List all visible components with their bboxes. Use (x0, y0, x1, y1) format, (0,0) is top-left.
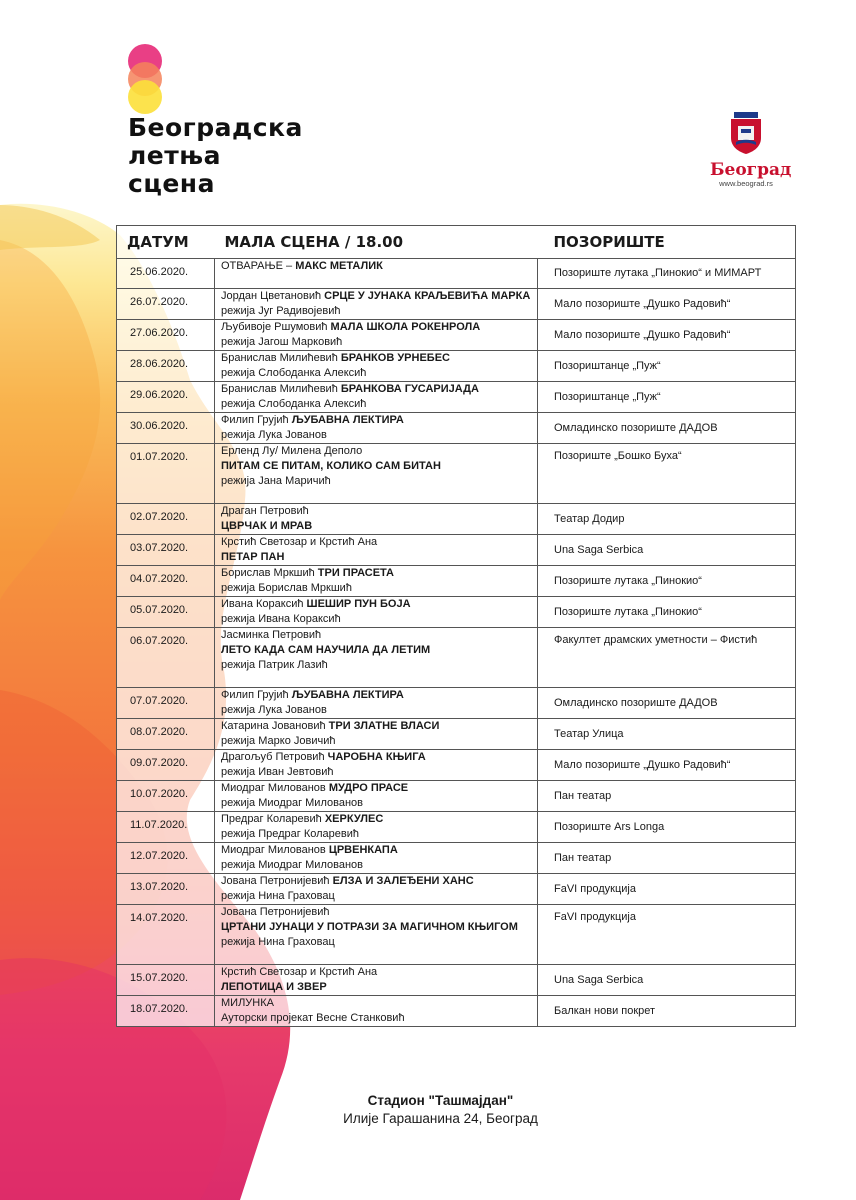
show-title: БРАНКОВА ГУСАРИЈАДА (340, 383, 479, 395)
row-date: 07.07.2020. (117, 688, 215, 719)
row-theatre: Мало позориште „Душко Радовић“ (538, 320, 796, 351)
show-author: Миодраг Милованов (221, 844, 329, 856)
row-date: 15.07.2020. (117, 965, 215, 996)
table-row (117, 413, 796, 444)
venue-footer (0, 1092, 856, 1128)
schedule-rows (117, 259, 796, 1027)
show-title: СРЦЕ У ЈУНАКА КРАЉЕВИЋА МАРКА (324, 290, 531, 302)
row-theatre: Омладинско позориште ДАДОВ (538, 688, 796, 719)
table-row (117, 259, 796, 289)
show-title: ЦРВЕНКАПА (328, 844, 398, 856)
table-row (117, 382, 796, 413)
row-show (215, 628, 538, 688)
row-show (215, 843, 538, 874)
show-director: режија Јагош Марковић (221, 336, 343, 348)
row-show (215, 444, 538, 504)
schedule-table (116, 225, 796, 1027)
show-title: МАКС МЕТАЛИК (295, 260, 383, 272)
table-row (117, 812, 796, 843)
row-show (215, 781, 538, 812)
show-director: режија Миодраг Милованов (221, 797, 363, 809)
table-row (117, 597, 796, 628)
table-row (117, 444, 796, 504)
show-title-line (221, 980, 537, 995)
row-theatre: Омладинско позориште ДАДОВ (538, 413, 796, 444)
row-theatre: Мало позориште „Душко Радовић“ (538, 750, 796, 781)
table-row (117, 843, 796, 874)
row-theatre: Una Saga Serbica (538, 965, 796, 996)
row-date: 13.07.2020. (117, 874, 215, 905)
row-show (215, 719, 538, 750)
table-row (117, 781, 796, 812)
show-title: ЛЕТО КАДА САМ НАУЧИЛА ДА ЛЕТИМ (221, 644, 431, 656)
show-author-line (221, 688, 537, 703)
festival-title-line-1: Београдска (128, 113, 303, 142)
row-date: 29.06.2020. (117, 382, 215, 413)
row-date: 28.06.2020. (117, 351, 215, 382)
show-author: Бранислав Милићевић (221, 383, 341, 395)
table-row (117, 535, 796, 566)
show-author-line (221, 320, 537, 335)
festival-title (128, 114, 303, 198)
show-author: Јордан Цветановић (221, 290, 325, 302)
row-show (215, 750, 538, 781)
show-author: Предраг Коларевић (221, 813, 325, 825)
show-title: ЦРТАНИ ЈУНАЦИ У ПОТРАЗИ ЗА МАГИЧНОМ КЊИГОМ (221, 921, 518, 933)
table-row (117, 688, 796, 719)
show-title: ТРИ ПРАСЕТА (317, 567, 394, 579)
row-show (215, 351, 538, 382)
show-director: режија Лука Јованов (221, 704, 327, 716)
show-title: ПЕТАР ПАН (221, 551, 285, 563)
show-title-line (221, 920, 537, 935)
belgrade-crest (710, 112, 792, 189)
city-website: www.beograd.rs (719, 179, 773, 188)
row-theatre: Позориште лутака „Пинокио“ (538, 566, 796, 597)
show-director: режија Слободанка Алексић (221, 398, 367, 410)
show-author-line (221, 259, 537, 274)
show-author: Јована Петронијевић (221, 906, 330, 918)
venue-name: Стадион "Ташмајдан" (367, 1093, 514, 1108)
show-author: Љубивоје Ршумовић (221, 321, 331, 333)
show-author-line (221, 965, 537, 980)
show-author: Филип Грујић (221, 414, 292, 426)
show-author: МИЛУНКА (221, 997, 274, 1009)
show-title: ЦВРЧАК И МРАВ (221, 520, 313, 532)
row-date: 26.07.2020. (117, 289, 215, 320)
show-director: режија Нина Граховац (221, 890, 335, 902)
show-title: ШЕШИР ПУН БОЈА (306, 598, 411, 610)
show-director: режија Иван Јевтовић (221, 766, 334, 778)
show-author-line (221, 874, 537, 889)
row-theatre: Пан театар (538, 781, 796, 812)
show-author-line (221, 289, 537, 304)
row-date: 10.07.2020. (117, 781, 215, 812)
show-director: режија Патрик Лазић (221, 659, 328, 671)
table-row (117, 628, 796, 688)
row-date: 04.07.2020. (117, 566, 215, 597)
row-theatre: Театар Додир (538, 504, 796, 535)
festival-title-line-3: сцена (128, 169, 215, 198)
show-title: МУДРО ПРАСЕ (328, 782, 409, 794)
row-date: 09.07.2020. (117, 750, 215, 781)
row-theatre: Позориште Ars Longa (538, 812, 796, 843)
row-date: 02.07.2020. (117, 504, 215, 535)
show-director: режија Југ Радивојевић (221, 305, 341, 317)
show-author-line (221, 597, 537, 612)
show-author-line (221, 750, 537, 765)
table-row (117, 504, 796, 535)
row-theatre: Позориштанце „Пуж“ (538, 382, 796, 413)
show-author: Миодраг Милованов (221, 782, 329, 794)
show-director: режија Јана Маричић (221, 475, 331, 487)
show-author: Бранислав Милићевић (221, 352, 341, 364)
row-show (215, 320, 538, 351)
show-author: ОТВАРАЊЕ – (221, 260, 296, 272)
city-coat-of-arms-icon (728, 112, 764, 154)
row-show (215, 382, 538, 413)
venue-address: Илије Гарашанина 24, Београд (343, 1111, 538, 1126)
show-author: Драган Петровић (221, 505, 309, 517)
row-show (215, 905, 538, 965)
row-theatre: Пан театар (538, 843, 796, 874)
row-show (215, 535, 538, 566)
show-author-line (221, 812, 537, 827)
show-title: ЧАРОБНА КЊИГА (327, 751, 426, 763)
row-date: 30.06.2020. (117, 413, 215, 444)
table-row (117, 905, 796, 965)
row-date: 11.07.2020. (117, 812, 215, 843)
row-date: 27.06.2020. (117, 320, 215, 351)
table-row (117, 566, 796, 597)
show-director: режија Нина Граховац (221, 936, 335, 948)
row-date: 25.06.2020. (117, 259, 215, 289)
show-author-line (221, 628, 537, 643)
row-theatre: Факултет драмских уметности – Фистић (538, 628, 796, 688)
show-author-line (221, 781, 537, 796)
show-author-line (221, 535, 537, 550)
show-title: БРАНКОВ УРНЕБЕС (340, 352, 450, 364)
row-theatre: Позориште „Бошко Буха“ (538, 444, 796, 504)
table-row (117, 965, 796, 996)
header-show: МАЛА СЦЕНА / 18.00 (215, 226, 538, 259)
show-author-line (221, 905, 537, 920)
show-author: Филип Грујић (221, 689, 292, 701)
festival-title-line-2: летња (128, 141, 222, 170)
row-theatre: FaVI продукција (538, 874, 796, 905)
show-director: режија Лука Јованов (221, 429, 327, 441)
show-director: режија Предраг Коларевић (221, 828, 360, 840)
logo-yellow-circle (128, 80, 162, 114)
show-title: ЛЕПОТИЦА И ЗВЕР (221, 981, 327, 993)
show-title: ТРИ ЗЛАТНЕ ВЛАСИ (328, 720, 440, 732)
show-author-line (221, 351, 537, 366)
city-name: Београд (710, 160, 792, 180)
row-date: 06.07.2020. (117, 628, 215, 688)
show-title-line (221, 550, 537, 565)
table-row (117, 874, 796, 905)
show-author-line (221, 444, 537, 459)
show-director: режија Слободанка Алексић (221, 367, 367, 379)
row-date: 18.07.2020. (117, 996, 215, 1027)
show-director: режија Борислав Мркшић (221, 582, 352, 594)
show-author: Крстић Светозар и Крстић Ана (221, 536, 378, 548)
row-date: 03.07.2020. (117, 535, 215, 566)
table-row (117, 996, 796, 1027)
show-director: режија Ивана Кораксић (221, 613, 341, 625)
show-author: Јована Петронијевић (221, 875, 333, 887)
row-show (215, 504, 538, 535)
show-title: ЕЛЗА И ЗАЛЕЂЕНИ ХАНС (332, 875, 474, 887)
header-date: ДАТУМ (117, 226, 215, 259)
show-author-line (221, 843, 537, 858)
row-theatre: Позориште лутака „Пинокио“ (538, 597, 796, 628)
table-header-row (117, 226, 796, 259)
row-date: 12.07.2020. (117, 843, 215, 874)
show-author-line (221, 719, 537, 734)
row-show (215, 566, 538, 597)
row-show (215, 996, 538, 1027)
show-author-line (221, 382, 537, 397)
row-theatre: Балкан нови покрет (538, 996, 796, 1027)
show-author: Ивана Кораксић (221, 598, 307, 610)
row-theatre: FaVI продукција (538, 905, 796, 965)
row-date: 05.07.2020. (117, 597, 215, 628)
row-show (215, 289, 538, 320)
row-show (215, 688, 538, 719)
show-title: МАЛА ШКОЛА РОКЕНРОЛА (330, 321, 481, 333)
show-director: режија Миодраг Милованов (221, 859, 363, 871)
header-theatre: ПОЗОРИШТЕ (538, 226, 796, 259)
show-author-line (221, 504, 537, 519)
show-author: Јасминка Петровић (221, 629, 322, 641)
show-author-line (221, 996, 537, 1011)
show-author: Ерленд Лу/ Милена Деполо (221, 445, 363, 457)
show-author: Крстић Светозар и Крстић Ана (221, 966, 378, 978)
table-row (117, 289, 796, 320)
show-title-line (221, 459, 537, 474)
row-show (215, 965, 538, 996)
row-show (215, 413, 538, 444)
row-show (215, 259, 538, 289)
row-theatre: Мало позориште „Душко Радовић“ (538, 289, 796, 320)
show-title: ПИТАМ СЕ ПИТАМ, КОЛИКО САМ БИТАН (221, 460, 441, 472)
row-date: 01.07.2020. (117, 444, 215, 504)
row-show (215, 874, 538, 905)
show-title: ХЕРКУЛЕС (324, 813, 384, 825)
table-row (117, 320, 796, 351)
row-date: 08.07.2020. (117, 719, 215, 750)
row-show (215, 597, 538, 628)
row-theatre: Театар Улица (538, 719, 796, 750)
show-title: ЉУБАВНА ЛЕКТИРА (291, 414, 404, 426)
show-director: режија Марко Јовичић (221, 735, 336, 747)
row-theatre: Una Saga Serbica (538, 535, 796, 566)
table-row (117, 351, 796, 382)
show-title-line (221, 519, 537, 534)
show-author-line (221, 413, 537, 428)
table-row (117, 750, 796, 781)
show-director: Ауторски пројекат Весне Станковић (221, 1012, 405, 1024)
show-author: Катарина Јовановић (221, 720, 329, 732)
row-date: 14.07.2020. (117, 905, 215, 965)
show-author: Драгољуб Петровић (221, 751, 328, 763)
show-author-line (221, 566, 537, 581)
show-title: ЉУБАВНА ЛЕКТИРА (291, 689, 404, 701)
row-theatre: Позориштанце „Пуж“ (538, 351, 796, 382)
show-author: Борислав Мркшић (221, 567, 318, 579)
show-title-line (221, 643, 537, 658)
row-theatre: Позориште лутака „Пинокио“ и МИМАРТ (538, 259, 796, 289)
table-row (117, 719, 796, 750)
row-show (215, 812, 538, 843)
